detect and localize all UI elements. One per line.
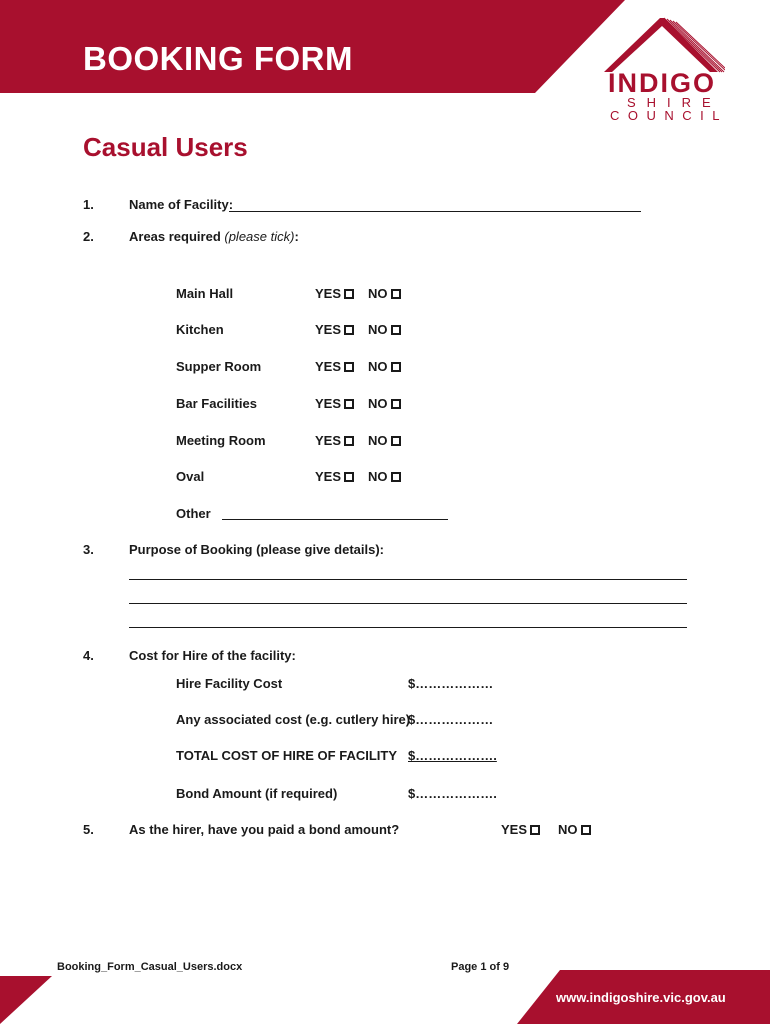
checkbox-icon <box>391 399 401 409</box>
checkbox-icon <box>391 362 401 372</box>
checkbox-icon <box>391 472 401 482</box>
q2-number: 2. <box>83 229 94 244</box>
area-name: Kitchen <box>176 322 224 337</box>
purpose-line-2[interactable] <box>129 603 687 604</box>
no-checkbox[interactable]: NO <box>368 469 401 484</box>
footer-filename: Booking_Form_Casual_Users.docx <box>57 961 243 973</box>
no-checkbox[interactable]: NO <box>368 286 401 301</box>
other-label: Other <box>176 506 211 521</box>
checkbox-icon <box>391 325 401 335</box>
no-checkbox[interactable]: NO <box>368 322 401 337</box>
cost-value-field[interactable]: $……………… <box>408 676 494 691</box>
bond-paid-yes-checkbox[interactable]: YES <box>501 822 540 837</box>
area-name: Supper Room <box>176 359 262 374</box>
q4-label: Cost for Hire of the facility: <box>129 648 296 663</box>
checkbox-icon <box>344 436 354 446</box>
purpose-line-3[interactable] <box>129 627 687 628</box>
checkbox-icon <box>391 289 401 299</box>
checkbox-icon <box>344 289 354 299</box>
area-name: Oval <box>176 469 205 484</box>
checkbox-icon <box>344 325 354 335</box>
cost-label: Hire Facility Cost <box>176 676 283 691</box>
cost-value-field[interactable]: $……………… <box>408 712 494 727</box>
q1-number: 1. <box>83 197 94 212</box>
cost-label: TOTAL COST OF HIRE OF FACILITY <box>176 748 397 763</box>
q5-number: 5. <box>83 822 94 837</box>
facility-name-field[interactable] <box>229 211 641 212</box>
area-name: Bar Facilities <box>176 396 257 411</box>
q3-number: 3. <box>83 542 94 557</box>
bond-amount-field[interactable]: $………………. <box>408 786 497 801</box>
no-checkbox[interactable]: NO <box>368 396 401 411</box>
area-name: Main Hall <box>176 286 234 301</box>
area-name: Meeting Room <box>176 433 266 448</box>
bond-paid-no-checkbox[interactable]: NO <box>558 822 591 837</box>
form-subtitle: Casual Users <box>83 132 248 162</box>
no-checkbox[interactable]: NO <box>368 359 401 374</box>
roof-icon <box>600 14 725 76</box>
yes-checkbox[interactable]: YES <box>315 359 354 374</box>
yes-checkbox[interactable]: YES <box>315 322 354 337</box>
form-title: BOOKING FORM <box>83 40 353 77</box>
checkbox-icon <box>344 472 354 482</box>
footer-url: www.indigoshire.vic.gov.au <box>556 990 726 1005</box>
footer-page-number: Page 1 of 9 <box>451 961 510 973</box>
yes-checkbox[interactable]: YES <box>315 469 354 484</box>
checkbox-icon <box>344 399 354 409</box>
purpose-line-1[interactable] <box>129 579 687 580</box>
logo-indigo: INDIGO <box>608 68 717 98</box>
yes-checkbox[interactable]: YES <box>315 396 354 411</box>
checkbox-icon <box>581 825 591 835</box>
yes-checkbox[interactable]: YES <box>315 433 354 448</box>
yes-checkbox[interactable]: YES <box>315 286 354 301</box>
logo-shire: SHIRE <box>627 95 722 110</box>
checkbox-icon <box>391 436 401 446</box>
total-cost-field[interactable]: $………………. <box>408 748 497 763</box>
logo-council: COUNCIL <box>610 108 729 123</box>
q2-label: Areas required (please tick): <box>129 229 299 244</box>
q3-label: Purpose of Booking (please give details): <box>129 542 384 557</box>
q4-number: 4. <box>83 648 94 663</box>
q5-label: As the hirer, have you paid a bond amount? <box>129 822 400 837</box>
cost-label: Any associated cost (e.g. cutlery hire) <box>176 712 411 727</box>
cost-label: Bond Amount (if required) <box>176 786 338 801</box>
other-area-field[interactable] <box>222 519 448 520</box>
no-checkbox[interactable]: NO <box>368 433 401 448</box>
q1-label: Name of Facility: <box>129 197 234 212</box>
checkbox-icon <box>344 362 354 372</box>
checkbox-icon <box>530 825 540 835</box>
